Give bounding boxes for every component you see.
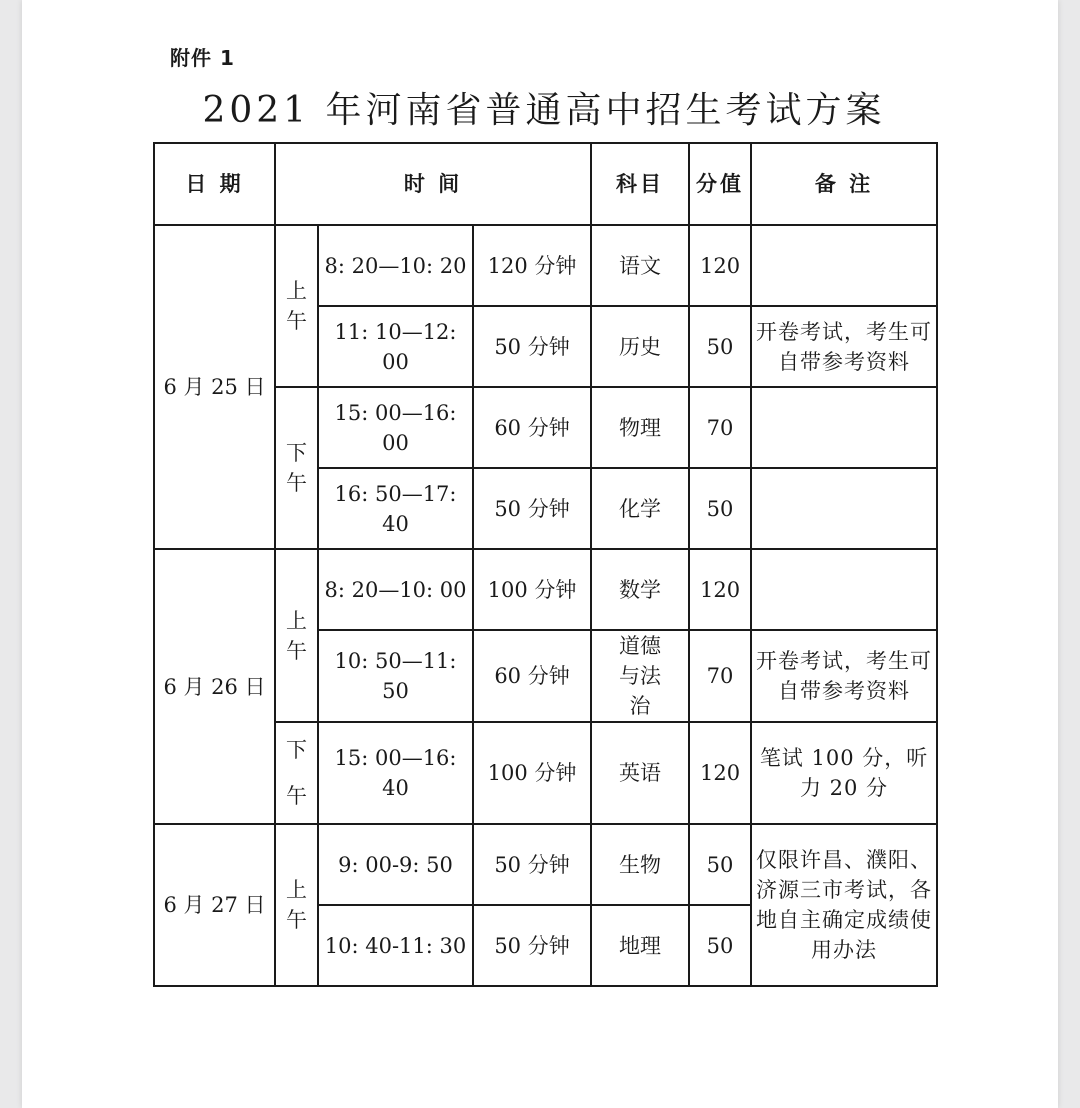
time-cell: 10: 40-11: 30	[318, 905, 473, 986]
time-cell: 11: 10—12: 00	[318, 306, 473, 387]
remark-cell: 笔试 100 分，听力 20 分	[751, 722, 937, 824]
remark-cell	[751, 468, 937, 549]
duration-cell: 50 分钟	[473, 306, 591, 387]
duration-cell: 60 分钟	[473, 387, 591, 468]
table-header-row	[154, 143, 937, 225]
time-cell: 8: 20—10: 20	[318, 225, 473, 306]
subject-cell: 地理	[591, 905, 689, 986]
period-cell-afternoon: 下 午	[275, 387, 318, 549]
time-cell: 16: 50—17: 40	[318, 468, 473, 549]
time-cell: 9: 00-9: 50	[318, 824, 473, 905]
subject-cell: 生物	[591, 824, 689, 905]
header-remark: 备 注	[751, 143, 937, 225]
date-cell: 6 月 26 日	[154, 549, 275, 824]
score-cell: 70	[689, 387, 751, 468]
table-row	[154, 549, 937, 630]
remark-cell: 开卷考试，考生可自带参考资料	[751, 630, 937, 722]
subject-cell: 道德与法治	[591, 630, 689, 722]
score-cell: 50	[689, 306, 751, 387]
attachment-label: 附件 1	[170, 46, 235, 70]
subject-cell: 历史	[591, 306, 689, 387]
duration-cell: 50 分钟	[473, 824, 591, 905]
remark-cell: 仅限许昌、濮阳、济源三市考试，各地自主确定成绩使用办法	[751, 824, 937, 986]
remark-cell	[751, 549, 937, 630]
score-cell: 120	[689, 549, 751, 630]
time-cell: 15: 00—16: 00	[318, 387, 473, 468]
score-cell: 70	[689, 630, 751, 722]
duration-cell: 100 分钟	[473, 722, 591, 824]
time-cell: 8: 20—10: 00	[318, 549, 473, 630]
date-cell: 6 月 25 日	[154, 225, 275, 549]
duration-cell: 100 分钟	[473, 549, 591, 630]
score-cell: 50	[689, 905, 751, 986]
subject-cell: 语文	[591, 225, 689, 306]
duration-cell: 50 分钟	[473, 468, 591, 549]
header-subject: 科目	[591, 143, 689, 225]
score-cell: 120	[689, 225, 751, 306]
score-cell: 50	[689, 824, 751, 905]
duration-cell: 120 分钟	[473, 225, 591, 306]
subject-cell: 数学	[591, 549, 689, 630]
time-cell: 15: 00—16: 40	[318, 722, 473, 824]
duration-cell: 60 分钟	[473, 630, 591, 722]
time-cell: 10: 50—11: 50	[318, 630, 473, 722]
remark-cell	[751, 225, 937, 306]
period-cell-morning: 上 午	[275, 549, 318, 722]
subject-cell: 英语	[591, 722, 689, 824]
exam-schedule-table	[153, 142, 938, 987]
period-cell-morning: 上 午	[275, 824, 318, 986]
period-cell-afternoon: 下 午	[275, 722, 318, 824]
table-row	[154, 225, 937, 306]
subject-cell: 化学	[591, 468, 689, 549]
remark-cell: 开卷考试，考生可自带参考资料	[751, 306, 937, 387]
subject-cell: 物理	[591, 387, 689, 468]
duration-cell: 50 分钟	[473, 905, 591, 986]
score-cell: 120	[689, 722, 751, 824]
date-cell: 6 月 27 日	[154, 824, 275, 986]
remark-cell	[751, 387, 937, 468]
period-cell-morning: 上 午	[275, 225, 318, 387]
header-date: 日 期	[154, 143, 275, 225]
header-time: 时 间	[275, 143, 591, 225]
header-score: 分值	[689, 143, 751, 225]
score-cell: 50	[689, 468, 751, 549]
document-title: 2021 年河南省普通高中招生考试方案	[202, 90, 886, 131]
table-row	[154, 824, 937, 905]
